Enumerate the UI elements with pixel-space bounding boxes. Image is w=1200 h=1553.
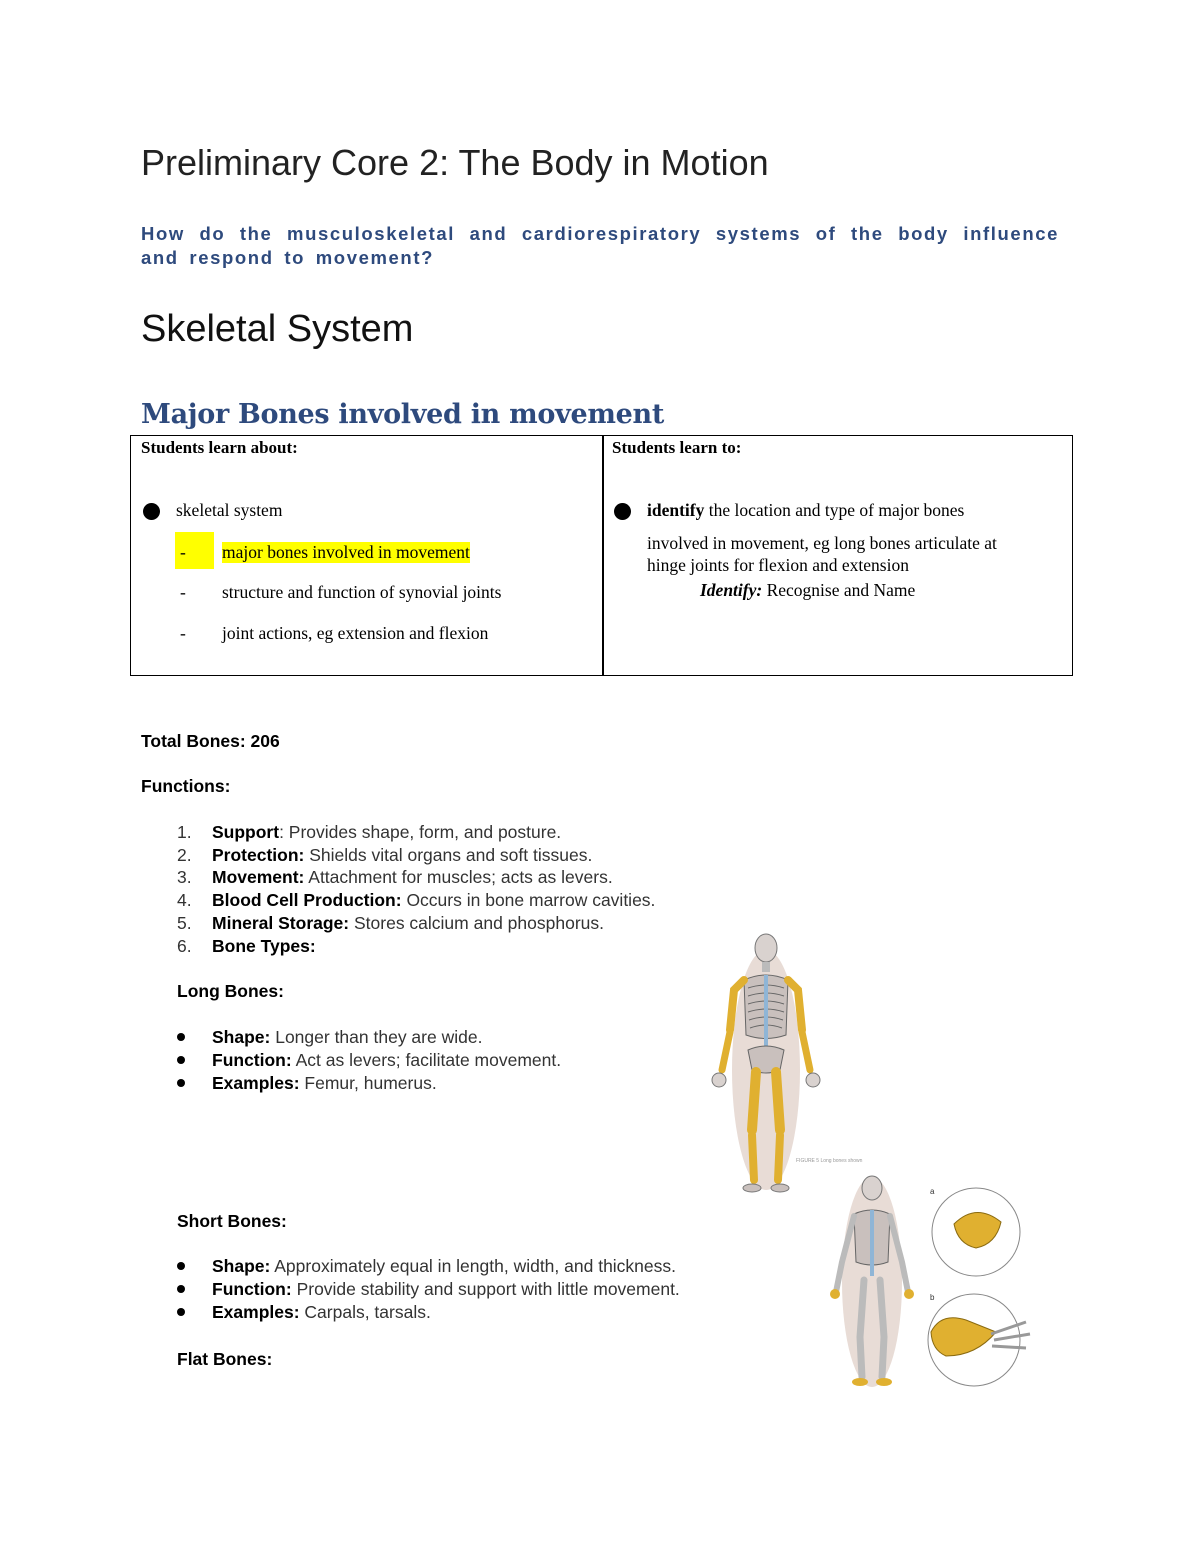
table-right-header: Students learn to: [612, 438, 742, 457]
long-bones-item: Shape: Longer than they are wide. [212, 1027, 483, 1047]
function-item: Protection: Shields vital organs and soft tissues. [212, 845, 593, 865]
short-bones-skeleton-figure [826, 1172, 1041, 1394]
table-left-item-highlighted: major bones involved in movement [222, 542, 470, 562]
function-item: Mineral Storage: Stores calcium and phosphorus. [212, 913, 604, 933]
list-number: 3. [177, 867, 192, 887]
table-right-line: involved in movement, eg long bones articulate at [647, 533, 997, 553]
dash-marker: - [180, 582, 186, 602]
guiding-question: How do the musculoskeletal and cardiorespiratory systems of the body influence and respond to movement? [141, 223, 1059, 268]
bullet-icon [143, 503, 160, 520]
identify-definition: Identify: Recognise and Name [700, 580, 916, 600]
dash-marker: - [180, 623, 186, 643]
subsection-title: Major Bones involved in movement [141, 399, 664, 430]
short-bones-item: Function: Provide stability and support with little movement. [212, 1279, 680, 1299]
functions-heading: Functions: [141, 776, 231, 796]
bullet-icon [177, 1285, 185, 1293]
figure-label-a: a [930, 1187, 935, 1196]
list-number: 2. [177, 845, 192, 865]
list-number: 1. [177, 822, 192, 842]
function-item: Blood Cell Production: Occurs in bone marrow cavities. [212, 890, 656, 910]
short-bones-heading: Short Bones: [177, 1211, 287, 1231]
dash-marker: - [180, 542, 186, 562]
function-item: Support: Provides shape, form, and posture. [212, 822, 562, 842]
flat-bones-heading: Flat Bones: [177, 1349, 273, 1369]
table-left-bullet: skeletal system [176, 500, 283, 520]
bullet-icon [614, 503, 631, 520]
table-left-item: structure and function of synovial joints [222, 582, 502, 602]
section-title: Skeletal System [141, 308, 414, 350]
function-item: Bone Types: [212, 936, 316, 956]
short-bones-item: Shape: Approximately equal in length, width, and thickness. [212, 1256, 677, 1276]
bullet-icon [177, 1079, 185, 1087]
figure-caption: FIGURE 5 Long bones shown [796, 1158, 863, 1164]
table-right-bullet: identify the location and type of major bones [647, 500, 965, 520]
page-title: Preliminary Core 2: The Body in Motion [141, 142, 769, 183]
list-number: 6. [177, 936, 192, 956]
long-bones-item: Examples: Femur, humerus. [212, 1073, 437, 1093]
total-bones: Total Bones: 206 [141, 731, 280, 751]
long-bones-skeleton-figure [700, 930, 863, 1195]
table-left-header: Students learn about: [141, 438, 298, 457]
table-right-line: hinge joints for flexion and extension [647, 555, 909, 575]
table-divider [602, 436, 604, 675]
long-bones-heading: Long Bones: [177, 981, 284, 1001]
list-number: 5. [177, 913, 192, 933]
figure-label-b: b [930, 1293, 935, 1302]
short-bones-item: Examples: Carpals, tarsals. [212, 1302, 431, 1322]
bullet-icon [177, 1033, 185, 1041]
bullet-icon [177, 1262, 185, 1270]
table-left-item: joint actions, eg extension and flexion [222, 623, 489, 643]
function-item: Movement: Attachment for muscles; acts as levers. [212, 867, 613, 887]
list-number: 4. [177, 890, 192, 910]
long-bones-item: Function: Act as levers; facilitate movement. [212, 1050, 562, 1070]
bullet-icon [177, 1308, 185, 1316]
bullet-icon [177, 1056, 185, 1064]
